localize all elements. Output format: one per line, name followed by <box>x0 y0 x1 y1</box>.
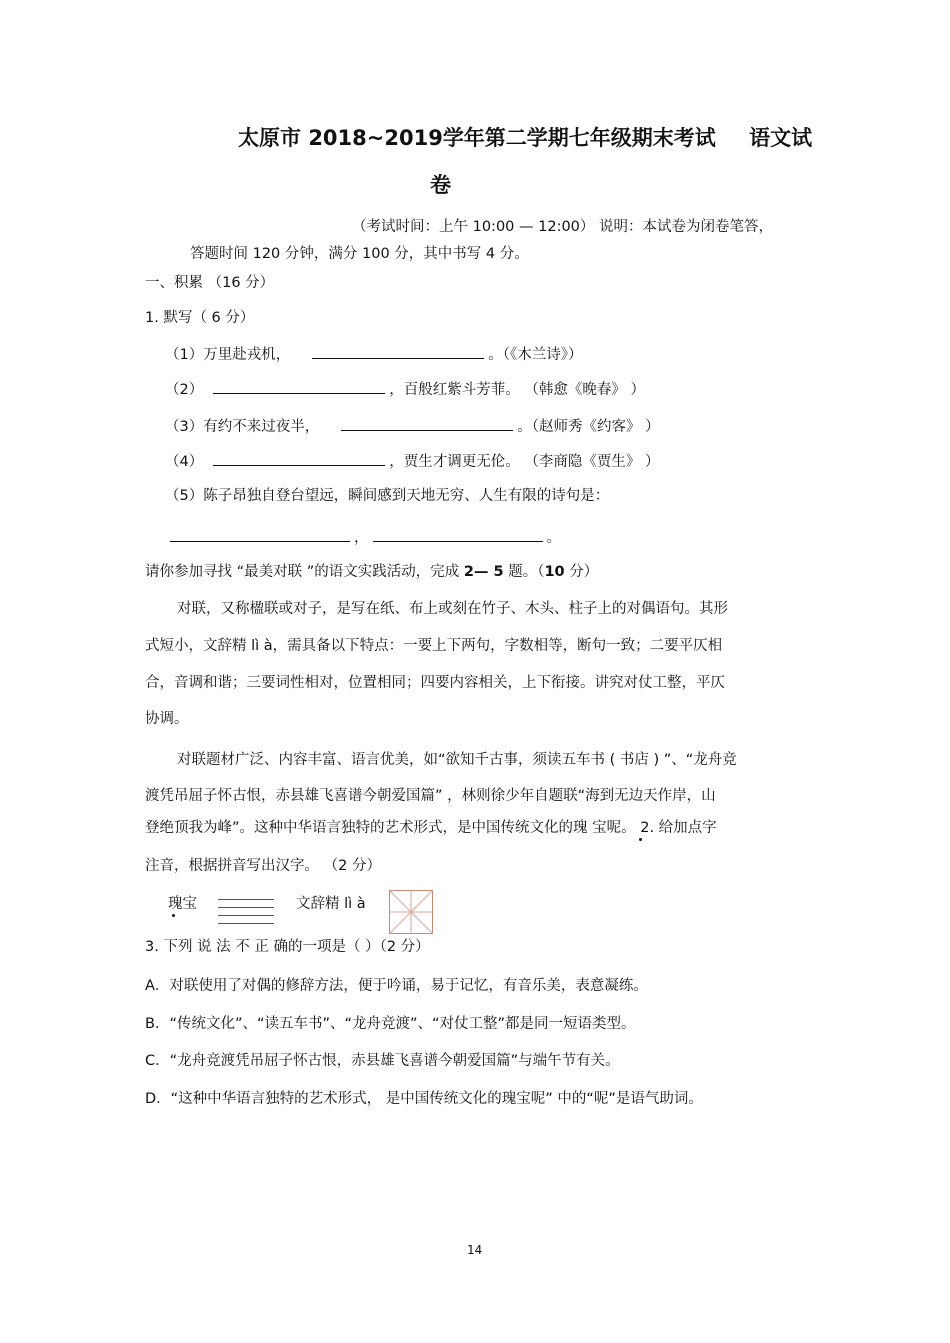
title-continuation: 卷 <box>430 173 451 197</box>
passage-1-line-3: 合，音调和谐；三要词性相对，位置相同；四要内容相关，上下衔接。讲究对仗工整，平仄 <box>145 675 725 691</box>
answer-blank[interactable] <box>170 527 350 542</box>
activity-intro <box>145 563 598 581</box>
q1-item-4-source: ，贾生才调更无伦。 （李商隐《贾生》 ） <box>389 454 660 470</box>
answer-separator: ， <box>354 530 369 546</box>
emphasis-dot <box>172 914 175 917</box>
q1-item-2-prompt: （2） <box>165 382 204 398</box>
q1-item-3-prompt: （3）有约不来过夜半， <box>165 419 320 435</box>
q1-item-1-source: 。（《木兰诗》） <box>488 347 583 363</box>
title-years: 2018~2019 <box>308 126 443 150</box>
q2-word-1: 瑰宝 <box>168 896 197 912</box>
q1-item-3 <box>165 416 660 436</box>
section-heading: 一、积累 （16 分） <box>145 275 275 291</box>
answer-end: 。 <box>546 530 561 546</box>
passage-1-line-4: 协调。 <box>145 711 189 727</box>
question-1-heading: 1. 默写（ 6 分） <box>145 310 255 326</box>
passage-2-line-3: 登绝顶我为峰”。这种中华语言独特的艺术形式，是中国传统文化的瑰 宝呢。 2. 给加点字 <box>145 820 717 836</box>
q3-option-b[interactable]: B．“传统文化”、“读五车书”、“龙舟竞渡”、“对仗工整”都是同一短语类型。 <box>145 1016 636 1032</box>
emphasis-dot <box>639 838 642 841</box>
exam-info-line2: 答题时间 120 分钟，满分 100 分，其中书写 4 分。 <box>190 246 529 262</box>
q1-item-5: （5）陈子昂独自登台望远，瞬间感到天地无穷、人生有限的诗句是： <box>165 488 610 504</box>
page-number: 14 <box>467 1243 483 1257</box>
q1-item-1-prompt: （1）万里赴戎机， <box>165 347 291 363</box>
title-prefix: 太原市 <box>238 126 301 150</box>
q2-word-2: 文辞精 lì à <box>296 896 366 912</box>
q1-item-2-source: ，百般红紫斗芳菲。 （韩愈《晚春》 ） <box>389 382 645 398</box>
answer-blank[interactable] <box>373 527 543 542</box>
q3-option-d[interactable]: D．“这种中华语言独特的艺术形式， 是中国传统文化的瑰宝呢” 中的“呢”是语气助词。 <box>145 1091 703 1107</box>
q3-option-a[interactable]: A．对联使用了对偶的修辞方法，便于吟诵，易于记忆，有音乐美，表意凝练。 <box>145 978 648 994</box>
activity-intro-text: 请你参加寻找 “最美对联 ”的语文实践活动，完成 <box>145 564 464 580</box>
activity-intro-text-2: 题。（ <box>503 564 545 580</box>
answer-blank[interactable] <box>213 451 385 466</box>
activity-intro-text-3: 分） <box>564 564 599 580</box>
passage-2-line-4: 注音，根据拼音写出汉字。 （2 分） <box>145 858 381 874</box>
question-3-heading: 3. 下列 说 法 不 正 确的一项是（ ）（2 分） <box>145 939 430 955</box>
question-range: 2— 5 <box>463 564 504 580</box>
answer-blank[interactable] <box>213 379 385 394</box>
exam-info-line1: （考试时间：上午 10:00 — 12:00） 说明：本试卷为闭卷笔答， <box>352 219 774 235</box>
q1-item-2 <box>165 379 645 399</box>
q1-item-3-source: 。（赵师秀《约客》 ） <box>517 419 660 435</box>
q1-item-5-answers <box>170 527 561 547</box>
pinyin-writing-lines[interactable] <box>218 899 274 925</box>
passage-2-line-1: 对联题材广泛、内容丰富、语言优美，如“欲知千古事，须读五车书 ( 书店 ) ”、“龙舟竞 <box>177 752 737 768</box>
title-subject: 语文试 <box>749 126 813 150</box>
passage-2-line-2: 渡凭吊屈子怀古恨，赤县雄飞喜谱今朝爱国篇” ，林则徐少年自题联“海到无边天作岸，山 <box>145 788 716 804</box>
q3-option-c[interactable]: C．“龙舟竞渡凭吊屈子怀古恨，赤县雄飞喜谱今朝爱国篇”与端午节有关。 <box>145 1053 620 1069</box>
passage-1-line-1: 对联，又称楹联或对子，是写在纸、布上或刻在竹子、木头、柱子上的对偶语句。其形 <box>177 601 728 617</box>
character-writing-grid[interactable] <box>389 890 433 934</box>
passage-1-line-2: 式短小，文辞精 lì à，需具备以下特点：一要上下两句，字数相等，断句一致；二要平仄相 <box>145 638 723 654</box>
answer-blank[interactable] <box>341 416 513 431</box>
score: 10 <box>544 564 565 580</box>
q1-item-1 <box>165 344 582 364</box>
q1-item-4 <box>165 451 659 471</box>
q1-item-4-prompt: （4） <box>165 454 204 470</box>
title-mid: 学年第二学期七年级期末考试 <box>442 126 716 150</box>
exam-title <box>238 125 812 151</box>
answer-blank[interactable] <box>312 344 484 359</box>
